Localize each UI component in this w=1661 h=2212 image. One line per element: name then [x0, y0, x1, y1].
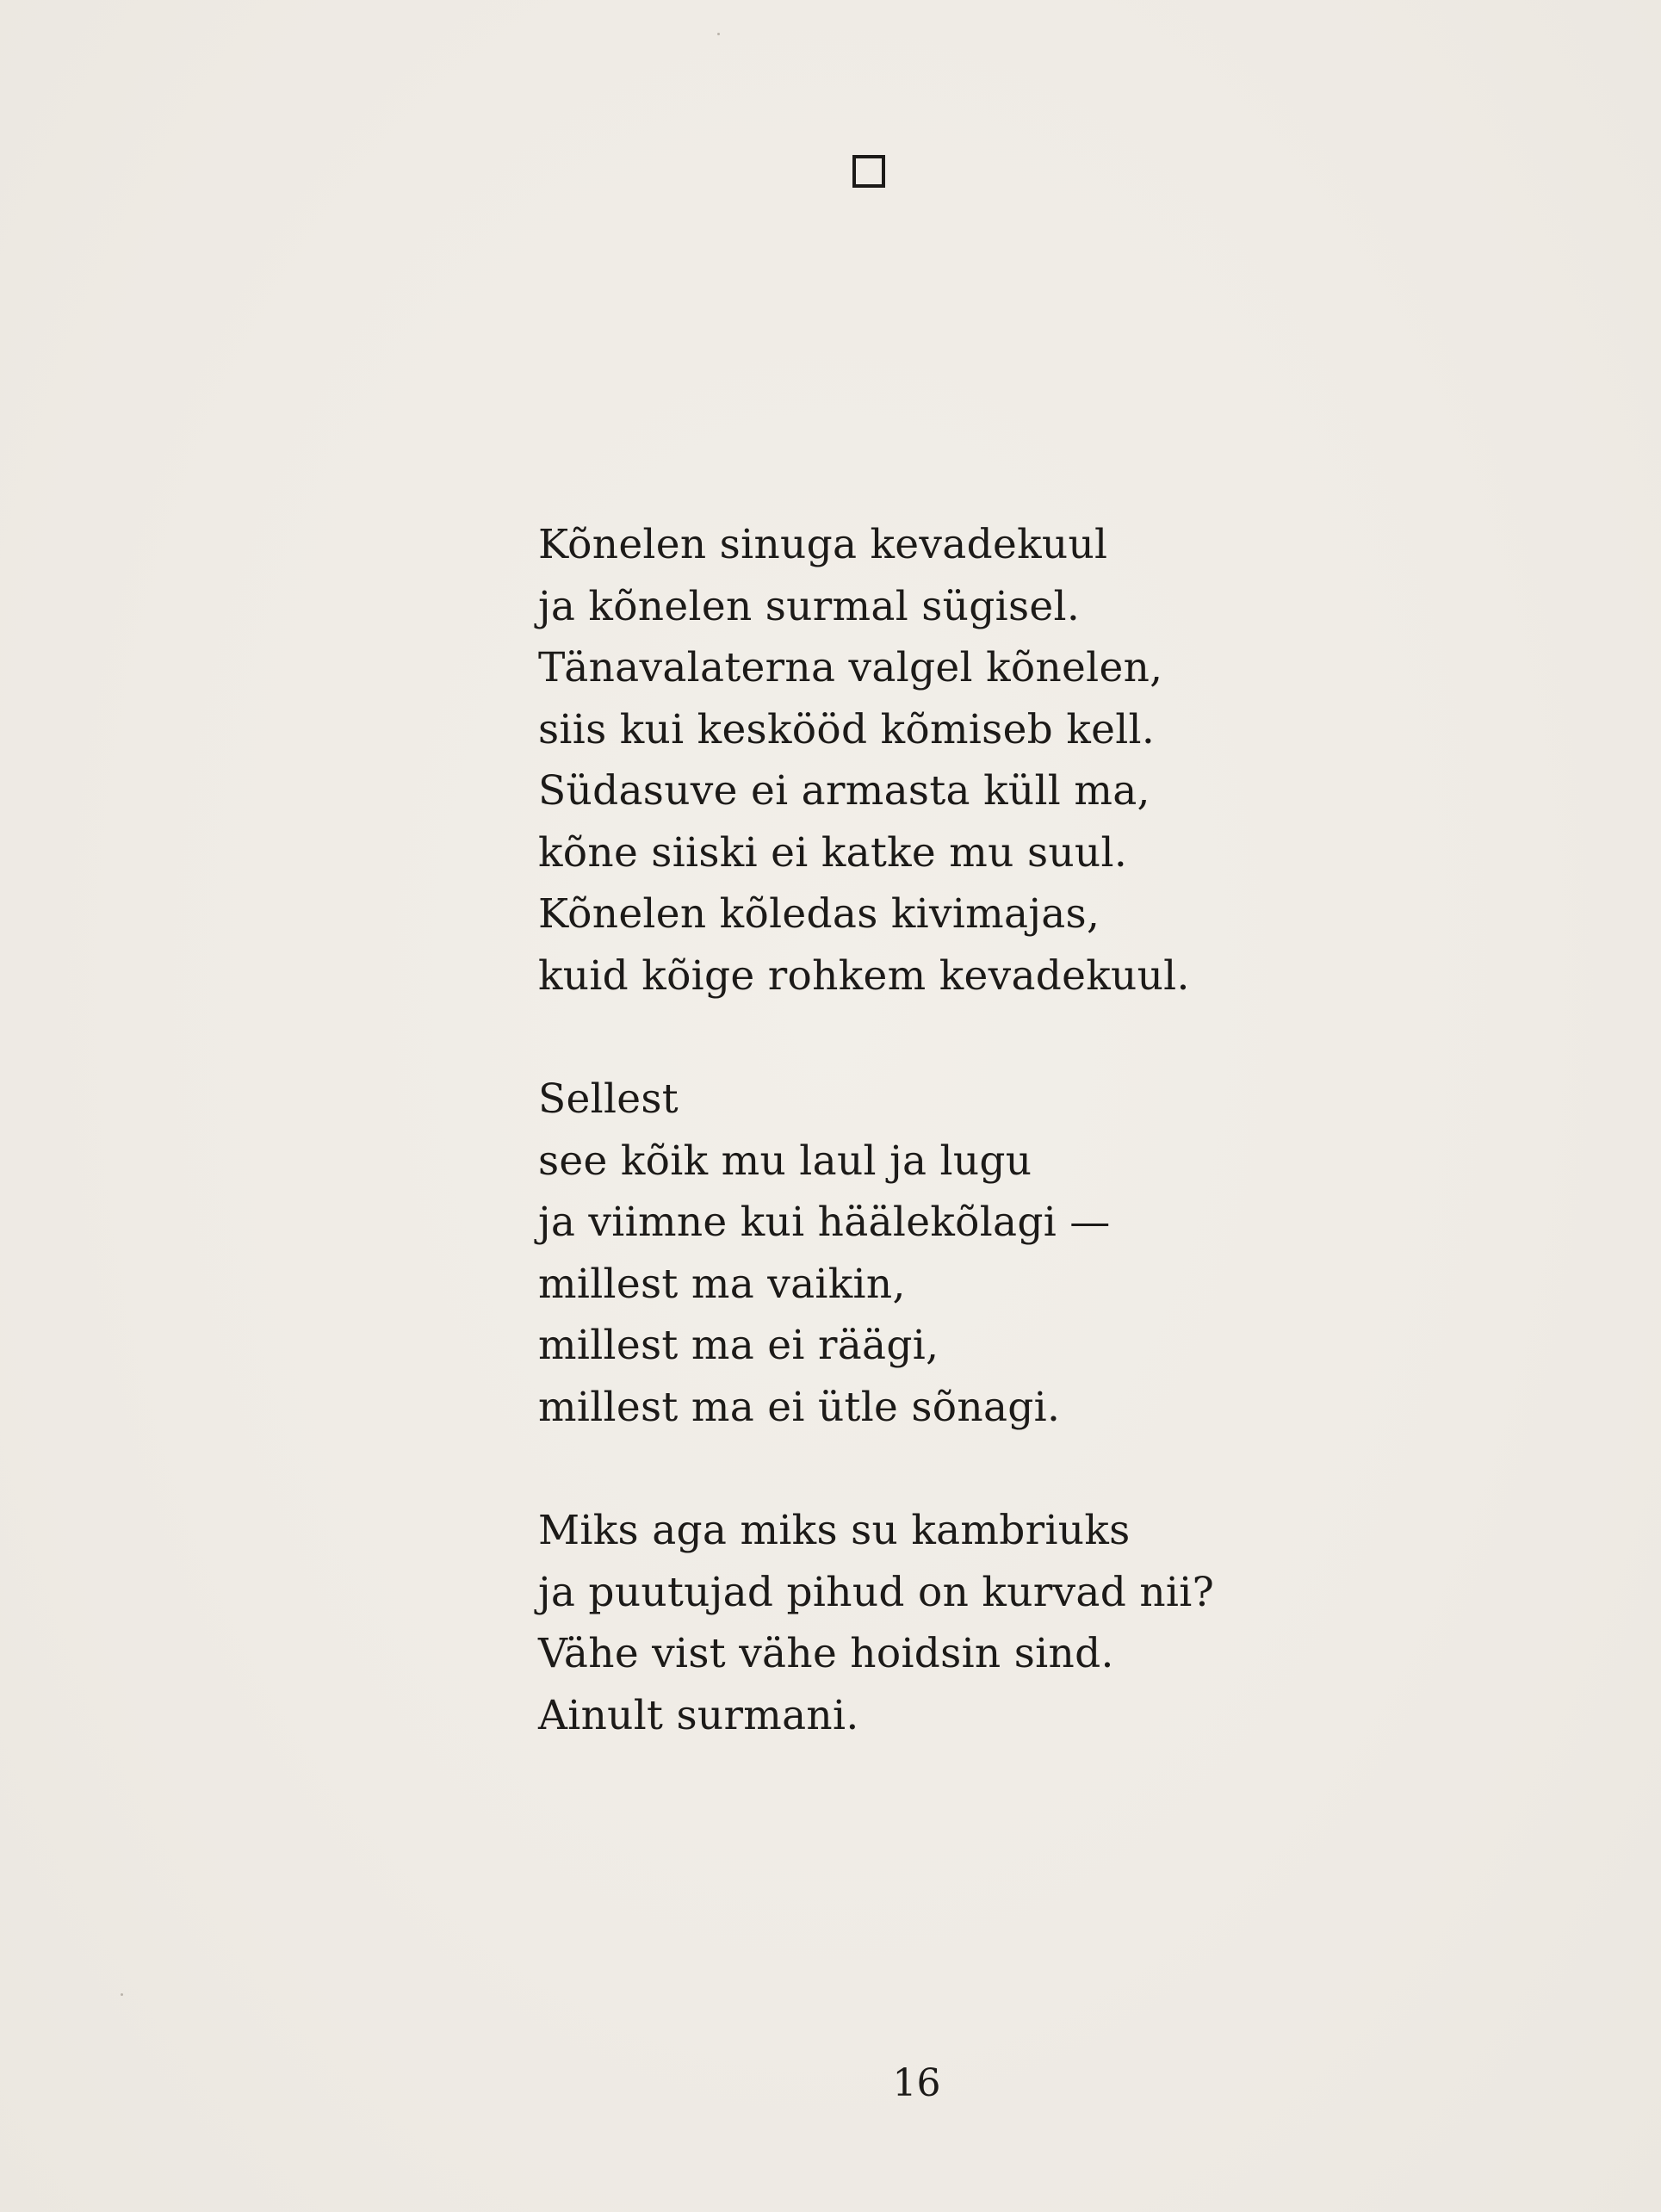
- poem-stanza: [538, 1500, 1399, 1746]
- poem-line: millest ma vaikin,: [538, 1260, 906, 1308]
- poem-line: Ainult surmani.: [538, 1691, 859, 1739]
- poem-line: siis kui keskööd kõmiseb kell.: [538, 705, 1156, 753]
- poem-line: kõne siiski ei katke mu suul.: [538, 828, 1128, 877]
- poem-line: Tänavalaterna valgel kõnelen,: [538, 644, 1163, 691]
- hollow-square-icon: [852, 155, 885, 188]
- poem-line: Miks aga miks su kambriuks: [538, 1507, 1131, 1554]
- poem-line: Kõnelen sinuga kevadekuul: [538, 521, 1108, 568]
- poem-stanza: [538, 514, 1399, 1007]
- poem-line: ja puutujad pihud on kurvad nii?: [538, 1568, 1215, 1616]
- poem-line: ja kõnelen surmal sügisel.: [538, 582, 1081, 630]
- poem-line: Sellest: [538, 1075, 679, 1123]
- poem-line: Kõnelen kõledas kivimajas,: [538, 890, 1100, 938]
- poem-line: ja viimne kui häälekõlagi —: [538, 1199, 1111, 1246]
- poem-line: Vähe vist vähe hoidsin sind.: [538, 1630, 1114, 1677]
- poem-line: millest ma ei räägi,: [538, 1322, 939, 1369]
- poem-line: millest ma ei ütle sõnagi.: [538, 1383, 1061, 1431]
- poem: [538, 514, 1399, 1746]
- poem-line: Südasuve ei armasta küll ma,: [538, 767, 1150, 815]
- poem-line: kuid kõige rohkem kevadekuul.: [538, 951, 1190, 1000]
- poem-stanza: [538, 1069, 1399, 1438]
- page-number: 16: [892, 2061, 941, 2105]
- paper-speck: [717, 33, 720, 35]
- paper-speck: [121, 1993, 123, 1996]
- poem-line: see kõik mu laul ja lugu: [538, 1137, 1032, 1185]
